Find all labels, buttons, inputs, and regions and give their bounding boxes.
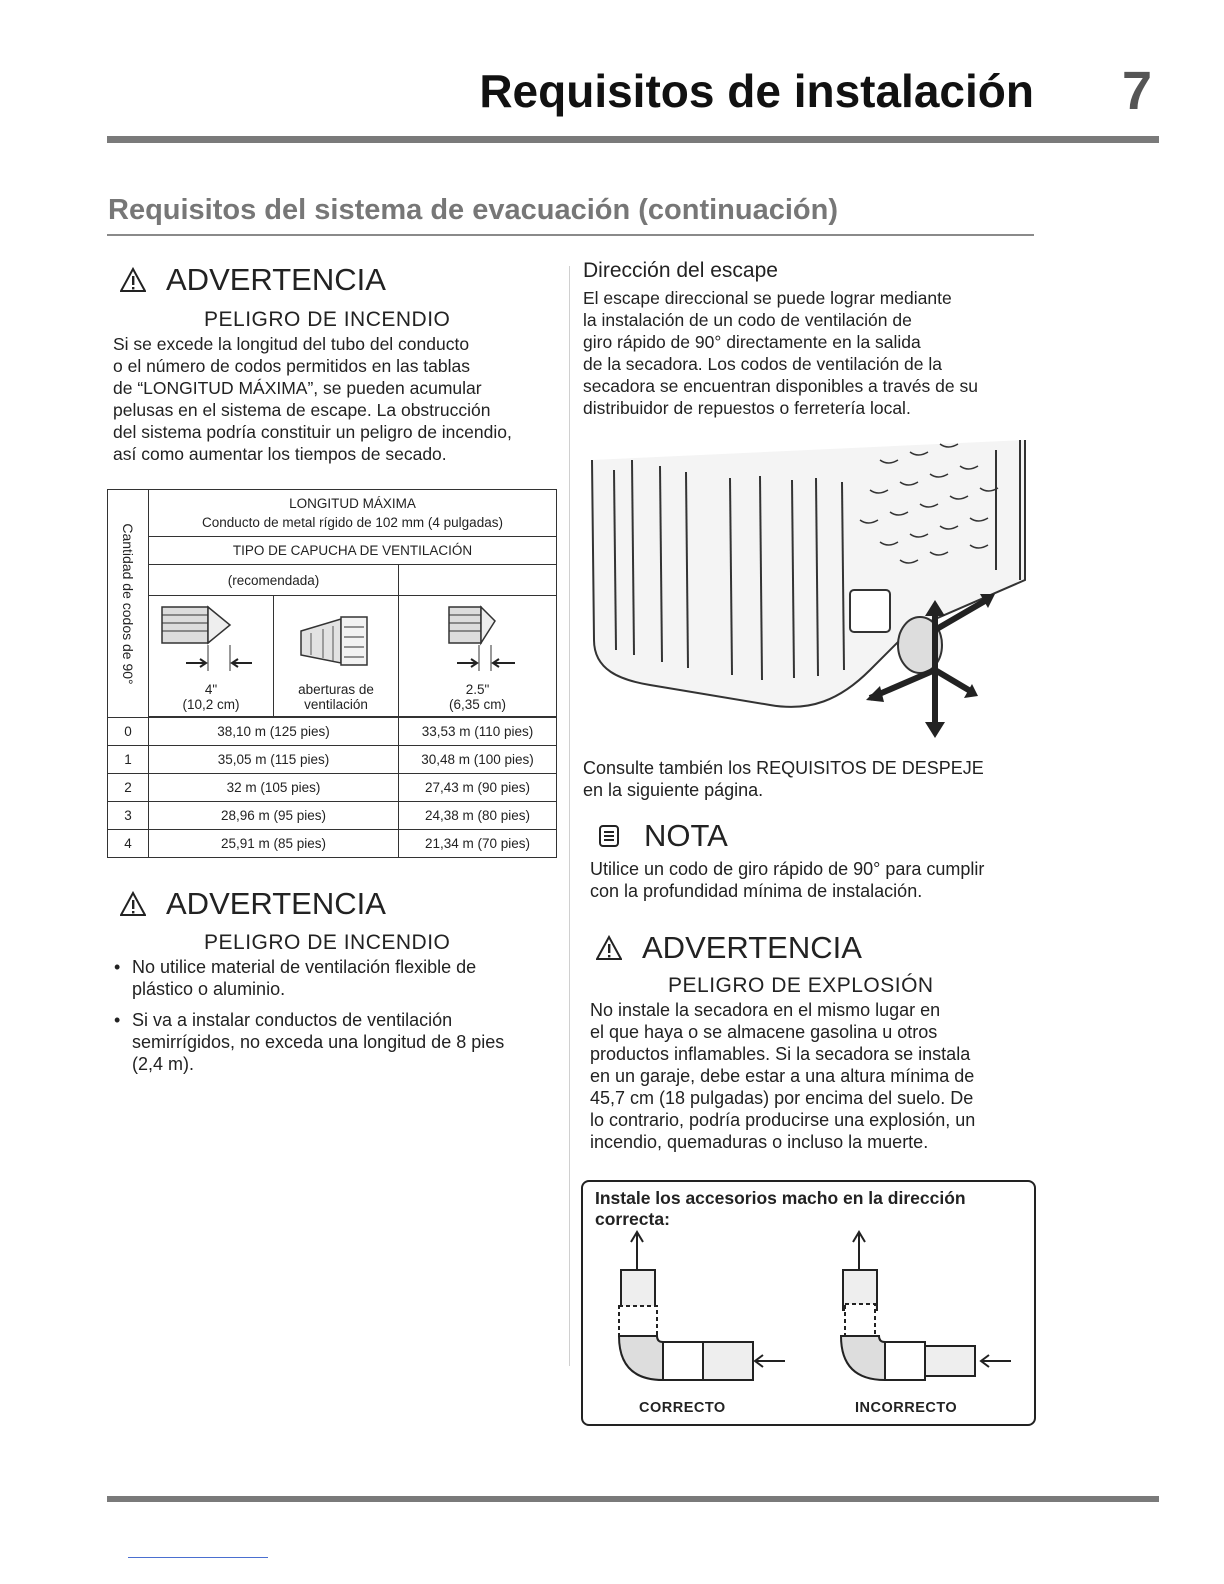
text-line: lo contrario, podría producirse una explosión, un — [590, 1110, 976, 1130]
footer-rule — [107, 1496, 1159, 1502]
length-4in: 25,91 m (85 pies) — [149, 830, 399, 858]
text-line: pelusas en el sistema de escape. La obstrucción — [113, 400, 491, 420]
warning-subheading-3: PELIGRO DE EXPLOSIÓN — [668, 974, 934, 997]
text-line: de “LONGITUD MÁXIMA”, se pueden acumular — [113, 378, 482, 398]
text-line: así como aumentar los tiempos de secado. — [113, 444, 447, 464]
text-line: del sistema podría constituir un peligro de incendio, — [113, 422, 512, 442]
list-item — [110, 956, 560, 1000]
text-line: Utilice un codo de giro rápido de 90° para cumplir — [590, 859, 985, 879]
section-rule — [107, 234, 1034, 236]
box-vent-hood-icon — [281, 601, 391, 679]
warning-heading-2 — [120, 886, 386, 922]
hood-4in-metric: (10,2 cm) — [182, 697, 240, 712]
text-line: • Si va a instalar conductos de ventilación — [132, 1010, 453, 1030]
text-line: secadora se encuentran disponibles a través de su — [583, 376, 978, 396]
warning-heading-1 — [120, 262, 386, 298]
note-heading — [596, 818, 728, 854]
fittings-box-title — [595, 1188, 1025, 1230]
text-line: (2,4 m). — [132, 1054, 195, 1074]
warning-heading-text: ADVERTENCIA — [166, 886, 386, 921]
recommended-cell: (recomendada) — [149, 565, 399, 596]
warning-heading-3 — [596, 930, 862, 966]
text-line: 45,7 cm (18 pulgadas) por encima del suelo. De — [590, 1088, 974, 1108]
dryer-exhaust-illustration — [580, 430, 1030, 740]
elbow-count: 4 — [108, 830, 149, 858]
column-divider — [569, 266, 570, 1366]
text-line: distribuidor de repuestos o ferretería local. — [583, 398, 911, 418]
elbow-count: 3 — [108, 802, 149, 830]
warning-subheading-1: PELIGRO DE INCENDIO — [204, 308, 451, 331]
hood-2-5in-label: 2.5" — [465, 682, 490, 697]
table-row — [108, 774, 557, 802]
note-text — [590, 858, 1040, 902]
warning-triangle-icon — [120, 267, 146, 293]
elbow-count: 1 — [108, 746, 149, 774]
table-row — [108, 718, 557, 746]
warning-triangle-icon — [596, 935, 622, 961]
louvered-hood-2-5in-icon — [423, 601, 533, 679]
length-4in: 35,05 m (115 pies) — [149, 746, 399, 774]
text-line: o el número de codos permitidos en las tablas — [113, 356, 471, 376]
warning-heading-text: ADVERTENCIA — [642, 930, 862, 965]
warning-triangle-icon — [120, 891, 146, 917]
hood-2-5in-metric: (6,35 cm) — [448, 697, 506, 712]
text-line: de la secadora. Los codos de ventilación de la — [583, 354, 942, 374]
correct-label: CORRECTO — [639, 1400, 726, 1416]
length-2-5in: 21,34 m (70 pies) — [399, 830, 557, 858]
warning-text-1 — [113, 333, 563, 465]
text-line: en un garaje, debe estar a una altura mínima de — [590, 1066, 975, 1086]
list-item — [110, 1009, 560, 1075]
text-line: con la profundidad mínima de instalación. — [590, 881, 923, 901]
text-line: incendio, quemaduras o incluso la muerte. — [590, 1132, 929, 1152]
table-title: LONGITUD MÁXIMA — [289, 496, 416, 511]
table-row — [108, 746, 557, 774]
note-icon — [596, 823, 622, 849]
empty-cell — [399, 565, 557, 596]
text-line: Si se excede la longitud del tubo del conducto — [113, 334, 470, 354]
hood-box-label: aberturas de — [298, 682, 374, 697]
page-number: 7 — [1122, 61, 1153, 121]
length-4in: 28,96 m (95 pies) — [149, 802, 399, 830]
elbow-count: 0 — [108, 718, 149, 746]
text-line: la instalación de un codo de ventilación de — [583, 310, 912, 330]
elbow-count-label: Cantidad de codos de 90° — [120, 522, 136, 685]
warning-subheading-2: PELIGRO DE INCENDIO — [204, 931, 451, 954]
text-line: • No utilice material de ventilación flexible de — [132, 957, 477, 977]
text-line: plástico o aluminio. — [132, 979, 286, 999]
text-line: Instale los accesorios macho en la dirección — [595, 1188, 966, 1208]
max-length-table — [107, 489, 557, 858]
length-4in: 32 m (105 pies) — [149, 774, 399, 802]
footer-underline — [128, 1557, 268, 1558]
text-line: productos inflamables. Si la secadora se instala — [590, 1044, 971, 1064]
length-2-5in: 33,53 m (110 pies) — [399, 718, 557, 746]
incorrect-label: INCORRECTO — [855, 1400, 958, 1416]
hood-type-cell: TIPO DE CAPUCHA DE VENTILACIÓN — [149, 537, 557, 565]
text-line: en la siguiente página. — [583, 780, 764, 800]
text-line: El escape direccional se puede lograr mediante — [583, 288, 952, 308]
elbow-count: 2 — [108, 774, 149, 802]
warning-text-3 — [590, 999, 1040, 1153]
correct-fitting — [619, 1232, 785, 1380]
see-also-text — [583, 757, 1043, 801]
hood-4in-cell — [149, 596, 274, 717]
louvered-hood-4in-icon — [156, 601, 266, 679]
hood-box-cell — [274, 596, 399, 717]
text-line: Consulte también los REQUISITOS DE DESPEJE — [583, 758, 984, 778]
length-2-5in: 30,48 m (100 pies) — [399, 746, 557, 774]
exhaust-title: Dirección del escape — [583, 259, 778, 282]
text-line: el que haya o se almacene gasolina u otros — [590, 1022, 938, 1042]
length-2-5in: 24,38 m (80 pies) — [399, 802, 557, 830]
text-line: No instale la secadora en el mismo lugar en — [590, 1000, 941, 1020]
table-title-cell — [149, 490, 557, 537]
text-line: semirrígidos, no exceda una longitud de 8 pies — [132, 1032, 505, 1052]
hood-box-label-2: ventilación — [304, 697, 368, 712]
fittings-direction-box — [581, 1180, 1036, 1426]
length-2-5in: 27,43 m (90 pies) — [399, 774, 557, 802]
note-heading-text: NOTA — [644, 818, 728, 853]
section-title: Requisitos del sistema de evacuación (continuación) — [108, 194, 839, 226]
warning-bullets-2 — [110, 956, 560, 1084]
exhaust-text — [583, 287, 1043, 419]
table-subtitle: Conducto de metal rígido de 102 mm (4 pulgadas) — [202, 515, 503, 530]
header-rule — [107, 136, 1159, 143]
table-side-header — [108, 490, 149, 718]
hood-4in-label: 4" — [204, 682, 218, 697]
length-4in: 38,10 m (125 pies) — [149, 718, 399, 746]
warning-heading-text: ADVERTENCIA — [166, 262, 386, 297]
text-line: correcta: — [595, 1209, 670, 1229]
fittings-illustration — [603, 1230, 1023, 1398]
table-row — [108, 830, 557, 858]
text-line: giro rápido de 90° directamente en la salida — [583, 332, 921, 352]
table-row — [108, 802, 557, 830]
incorrect-fitting — [841, 1232, 1011, 1380]
hood-2-5in-cell — [399, 596, 557, 717]
page-header-title: Requisitos de instalación — [479, 65, 1034, 117]
